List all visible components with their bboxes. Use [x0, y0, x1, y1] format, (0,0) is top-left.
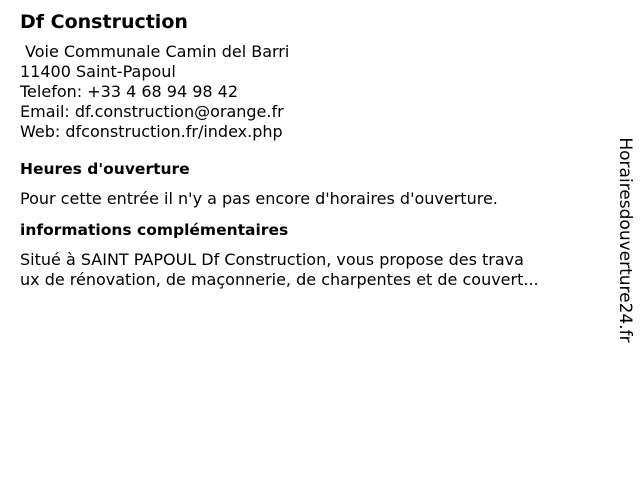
additional-info-text	[20, 250, 600, 290]
additional-info-heading: informations complémentaires	[20, 221, 289, 239]
email-line: Email: df.construction@orange.fr	[20, 102, 284, 121]
phone-line: Telefon: +33 4 68 94 98 42	[20, 82, 239, 101]
site-brand-vertical: Horairesdouverture24.fr	[615, 137, 635, 343]
opening-hours-heading: Heures d'ouverture	[20, 160, 190, 178]
opening-hours-text: Pour cette entrée il n'y a pas encore d'horaires d'ouverture.	[20, 189, 498, 208]
listing-card	[20, 10, 600, 290]
web-line: Web: dfconstruction.fr/index.php	[20, 122, 283, 141]
business-title: Df Construction	[20, 11, 188, 33]
additional-info-line-2: ux de rénovation, de maçonnerie, de charpentes et de couvert...	[20, 270, 539, 289]
address-block	[20, 42, 600, 142]
address-street: Voie Communale Camin del Barri	[25, 42, 290, 61]
address-city: 11400 Saint-Papoul	[20, 62, 176, 81]
additional-info-line-1: Situé à SAINT PAPOUL Df Construction, vous propose des trava	[20, 250, 524, 269]
